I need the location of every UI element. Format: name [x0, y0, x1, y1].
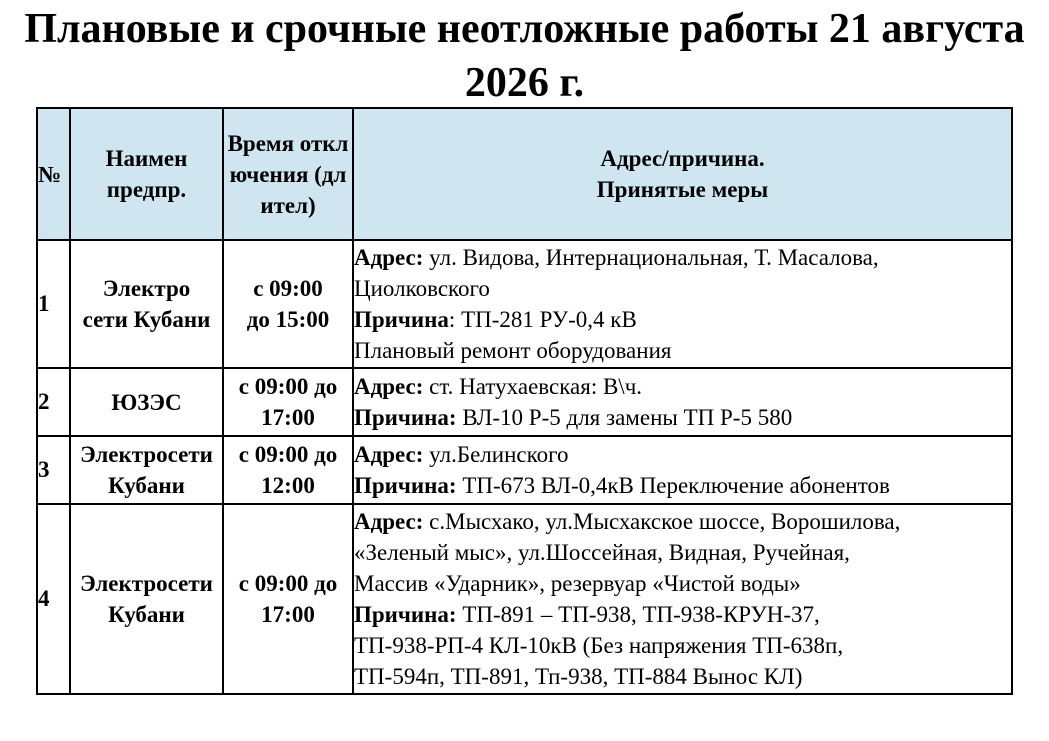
row-info: [353, 368, 1012, 436]
row-time-line: с 09:00 до: [238, 571, 338, 596]
row-org-line: Электро: [102, 276, 191, 301]
row-time-line: с 09:00 до: [238, 374, 338, 399]
row-time: [223, 368, 353, 436]
row-org-line: Кубани: [108, 473, 185, 498]
row-org-line: сети Кубани: [82, 307, 211, 332]
address-value: ул. Видова, Интернациональная, Т. Масалова, Циолковского: [354, 245, 879, 301]
row-reason: [354, 402, 1011, 433]
address-line: «Зеленый мыс», ул.Шоссейная, Видная, Ручейная,: [354, 540, 850, 565]
address-label: Адрес:: [354, 442, 424, 467]
row-org: [70, 368, 223, 436]
outages-table: [36, 107, 1013, 695]
row-org-line: ЮЗЭС: [111, 389, 182, 415]
reason-label: Причина: [354, 307, 449, 332]
row-address: [354, 371, 1011, 402]
table-row: [37, 368, 1012, 436]
page-title: [0, 2, 1049, 110]
row-num: 2: [37, 368, 70, 436]
reason-value: ТП-281 РУ-0,4 кВ: [461, 307, 637, 332]
reason-value: ВЛ-10 Р-5 для замены ТП Р-5 580: [462, 405, 793, 430]
row-org: [70, 436, 223, 504]
row-time-line: с 09:00 до: [238, 442, 338, 467]
reason-label: Причина:: [354, 602, 457, 627]
row-time-line: 17:00: [261, 602, 315, 627]
row-time-line: 12:00: [261, 473, 315, 498]
row-info: [353, 504, 1012, 694]
address-value: ст. Натухаевская: В\ч.: [429, 374, 643, 399]
row-num: 4: [37, 504, 70, 694]
row-time-line: до 15:00: [246, 307, 330, 332]
page-title-text: Плановые и срочные неотложные работы 21 августа 2026 г.: [24, 6, 1025, 106]
row-org: [70, 504, 223, 694]
row-org: [70, 240, 223, 368]
row-reason: [354, 470, 1011, 501]
row-num: 1: [37, 240, 70, 368]
table-header-row: [37, 108, 1012, 240]
address-label: Адрес:: [354, 374, 424, 399]
header-info: [353, 108, 1012, 240]
address-label: Адрес:: [354, 509, 424, 534]
reason-value: ТП-673 ВЛ-0,4кВ Переключение абонентов: [462, 473, 890, 498]
reason-label: Причина:: [354, 405, 457, 430]
address-line: Массив «Ударник», резервуар «Чистой воды»: [354, 571, 801, 596]
reason-value: ТП-891 – ТП-938, ТП-938-КРУН-37,: [462, 602, 820, 627]
row-org-line: Электросети: [80, 442, 213, 467]
table-row: [37, 436, 1012, 504]
reason-line: ТП-938-РП-4 КЛ-10кВ (Без напряжения ТП-638п,: [354, 633, 844, 658]
row-address: [354, 242, 1011, 304]
table-row: [37, 240, 1012, 368]
header-time: [223, 108, 353, 240]
header-org-text: Наимен предпр.: [105, 146, 188, 202]
row-reason: [354, 599, 1011, 630]
row-info: [353, 436, 1012, 504]
row-num: 3: [37, 436, 70, 504]
address-value: с.Мысхако, ул.Мысхакское шоссе, Ворошилова,: [429, 509, 901, 534]
row-time: [223, 240, 353, 368]
reason-line: ТП-594п, ТП-891, Тп-938, ТП-884 Вынос КЛ): [354, 664, 803, 689]
row-address: [354, 506, 1011, 537]
table-row: [37, 504, 1012, 694]
row-info: [353, 240, 1012, 368]
row-time-line: 17:00: [261, 405, 315, 430]
row-time-line: с 09:00: [253, 276, 323, 301]
row-org-line: Кубани: [108, 602, 185, 627]
address-label: Адрес:: [354, 245, 424, 270]
row-time: [223, 436, 353, 504]
row-org-line: Электросети: [80, 571, 213, 596]
row-time: [223, 504, 353, 694]
header-time-text: Время отключения (длител): [227, 130, 349, 218]
header-org: [70, 108, 223, 240]
header-num: №: [37, 108, 70, 240]
reason-label: Причина:: [354, 473, 457, 498]
row-address: [354, 439, 1011, 470]
address-value: ул.Белинского: [429, 442, 569, 467]
row-extra: Плановый ремонт оборудования: [354, 338, 672, 363]
row-reason: Причина: ТП-281 РУ-0,4 кВ: [354, 307, 637, 332]
header-info-text: Адрес/причина. Принятые меры: [596, 146, 769, 202]
